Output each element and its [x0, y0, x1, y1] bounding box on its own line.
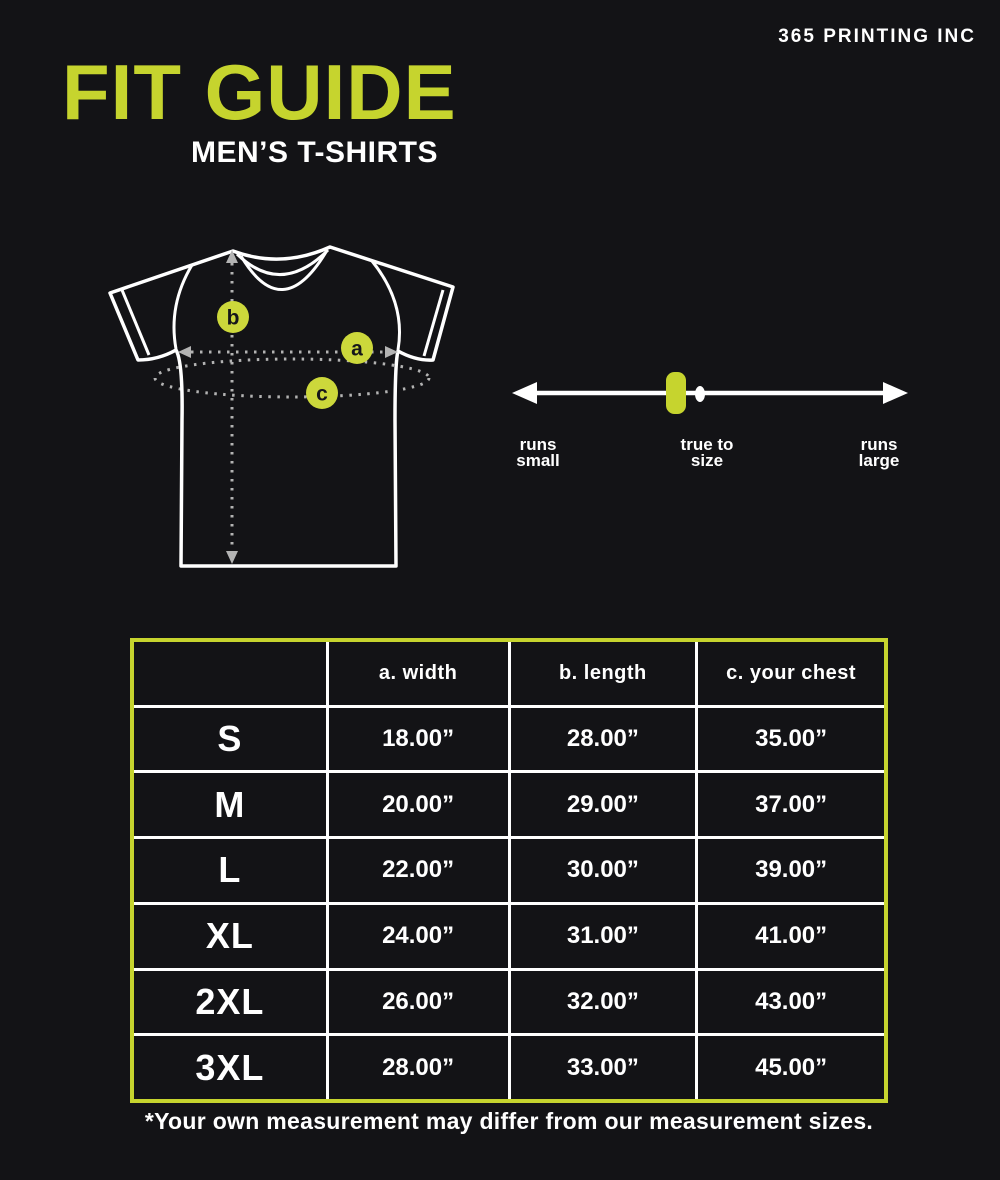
footnote: *Your own measurement may differ from our measurement sizes.	[144, 1108, 874, 1134]
right-armhole-seam	[372, 261, 400, 350]
value-l-chest: 39.00”	[698, 839, 884, 902]
size-label-xl: XL	[134, 905, 326, 968]
svg-text:c: c	[316, 382, 328, 406]
table-header-width: a. width	[329, 642, 508, 705]
table-header-empty	[134, 642, 326, 705]
scale-label-line: large	[858, 450, 900, 470]
page-title: FIT GUIDE	[62, 48, 457, 136]
value-xl-length: 31.00”	[511, 905, 696, 968]
value-3xl-width: 28.00”	[329, 1036, 508, 1099]
svg-text:a: a	[351, 337, 363, 361]
fit-scale-arrow-left	[512, 382, 537, 404]
value-m-chest: 37.00”	[698, 773, 884, 836]
page-subtitle: MEN’S T-SHIRTS	[190, 136, 438, 169]
fit-scale	[500, 365, 920, 421]
size-label-3xl: 3XL	[134, 1036, 326, 1099]
marker-c	[306, 377, 338, 409]
size-table	[130, 638, 888, 1103]
title-block	[62, 48, 457, 169]
chest-measure-ellipse	[155, 359, 429, 397]
brand-name: 365 PRINTING INC	[778, 26, 976, 47]
value-2xl-length: 32.00”	[511, 971, 696, 1034]
fit-scale-arrow-right	[883, 382, 908, 404]
left-cuff-line	[122, 290, 149, 355]
right-cuff-line	[424, 290, 443, 356]
size-label-m: M	[134, 773, 326, 836]
scale-label-line: runs	[519, 435, 557, 454]
value-l-width: 22.00”	[329, 839, 508, 902]
value-m-length: 29.00”	[511, 773, 696, 836]
value-l-length: 30.00”	[511, 839, 696, 902]
value-3xl-chest: 45.00”	[698, 1036, 884, 1099]
scale-label-line: size	[690, 450, 724, 470]
size-label-s: S	[134, 708, 326, 771]
scale-label-true-to-size	[642, 437, 772, 468]
scale-label-line: small	[516, 450, 560, 470]
fit-scale-dot	[695, 386, 705, 402]
fit-scale-marker	[666, 372, 686, 414]
scale-label-line: runs	[860, 435, 898, 454]
length-arrow-down	[226, 551, 238, 564]
marker-a	[341, 332, 373, 364]
tshirt-outline	[110, 247, 453, 566]
scale-label-runs-small	[473, 437, 603, 468]
value-s-width: 18.00”	[329, 708, 508, 771]
value-m-width: 20.00”	[329, 773, 508, 836]
svg-text:b: b	[226, 306, 240, 330]
marker-b	[217, 301, 249, 333]
value-s-chest: 35.00”	[698, 708, 884, 771]
tshirt-measurement-diagram	[90, 235, 490, 580]
size-label-l: L	[134, 839, 326, 902]
left-armhole-seam	[174, 265, 192, 349]
value-2xl-width: 26.00”	[329, 971, 508, 1034]
size-label-2xl: 2XL	[134, 971, 326, 1034]
table-header-chest: c. your chest	[698, 642, 884, 705]
table-header-length: b. length	[511, 642, 696, 705]
value-s-length: 28.00”	[511, 708, 696, 771]
value-xl-width: 24.00”	[329, 905, 508, 968]
value-xl-chest: 41.00”	[698, 905, 884, 968]
scale-label-runs-large	[814, 437, 944, 468]
value-3xl-length: 33.00”	[511, 1036, 696, 1099]
value-2xl-chest: 43.00”	[698, 971, 884, 1034]
scale-label-line: true to	[680, 435, 734, 454]
